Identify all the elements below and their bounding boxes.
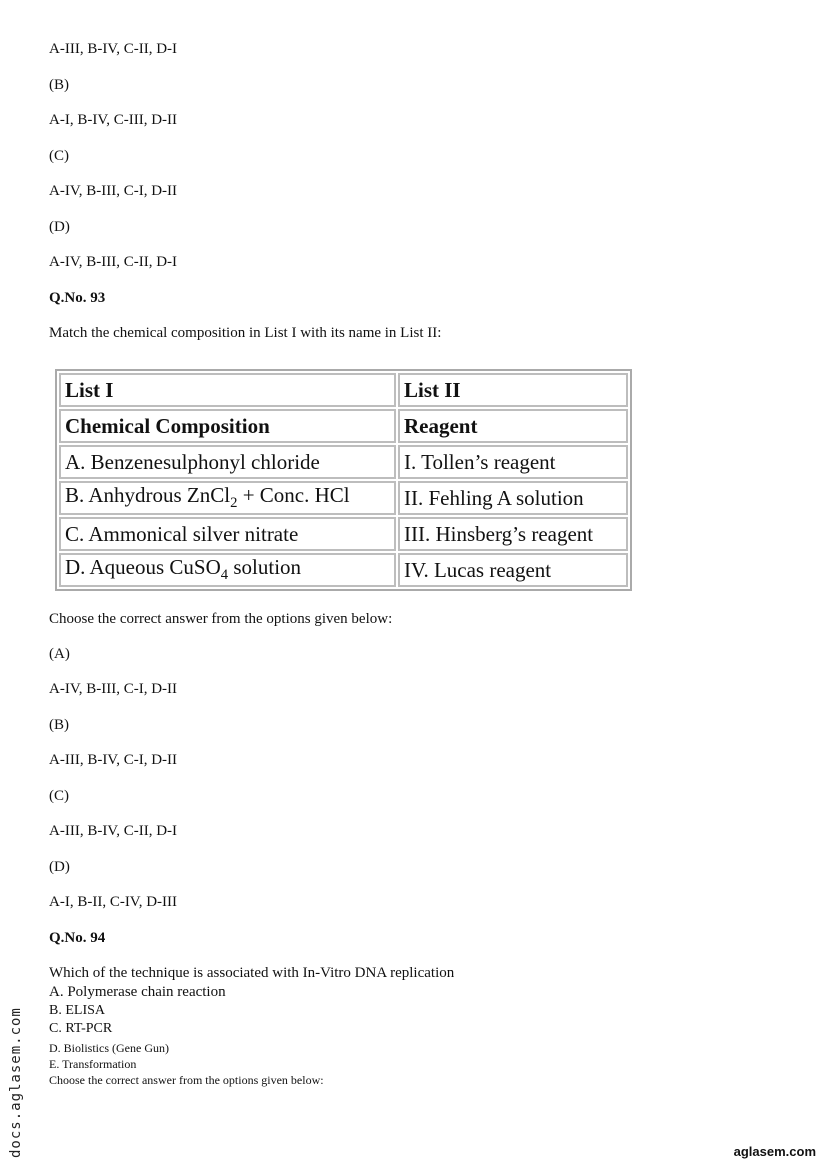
option-answer: A-III, B-IV, C-II, D-I [49,823,178,839]
prev-option-b-answer: A-I, B-IV, C-III, D-II [49,112,178,128]
list-item: D. Biolistics (Gene Gun) [49,1041,169,1055]
list-item: B. ELISA [49,1003,105,1018]
question-94-instruction: Choose the correct answer from the options given below: [49,1073,324,1087]
match-table [55,369,632,591]
table-subheader-composition: Chemical Composition [59,409,396,443]
option-answer: A-III, B-IV, C-I, D-II [49,752,178,768]
prev-option-c-label: (C) [49,148,69,164]
option-label: (B) [49,717,69,733]
table-subheader-reagent: Reagent [398,409,628,443]
side-watermark: docs.aglasem.com [8,1007,24,1158]
table-cell-chem: D. Aqueous CuSO$_4$ solution [59,553,396,587]
option-label: (D) [49,859,70,875]
question-93-text: Match the chemical composition in List I with its name in List II: [49,325,442,341]
table-cell: II. Fehling A solution [398,481,628,515]
table-row [59,553,628,587]
option-label: (C) [49,788,69,804]
table-cell-chem: B. Anhydrous ZnCl$_2$ + Conc. HCl [59,481,396,515]
table-row [59,373,628,407]
table-cell: A. Benzenesulphonyl chloride [59,445,396,479]
table-header-list-1: List I [59,373,396,407]
table-cell: IV. Lucas reagent [398,553,628,587]
table-row [59,445,628,479]
list-item: E. Transformation [49,1057,137,1071]
question-94-number: Q.No. 94 [49,930,106,946]
option-answer: A-IV, B-III, C-I, D-II [49,681,178,697]
prev-option-b-label: (B) [49,77,69,93]
prev-option-d-label: (D) [49,219,70,235]
prev-option-a-answer: A-III, B-IV, C-II, D-I [49,41,178,57]
prev-option-d-answer: A-IV, B-III, C-II, D-I [49,254,178,270]
table-cell: I. Tollen’s reagent [398,445,628,479]
table-cell: C. Ammonical silver nitrate [59,517,396,551]
question-93-instruction: Choose the correct answer from the options given below: [49,611,393,627]
table-row [59,481,628,515]
table-header-list-2: List II [398,373,628,407]
question-94-text: Which of the technique is associated with In-Vitro DNA replication [49,965,455,981]
prev-option-c-answer: A-IV, B-III, C-I, D-II [49,183,178,199]
table-row [59,517,628,551]
option-answer: A-I, B-II, C-IV, D-III [49,894,178,910]
list-item: C. RT-PCR [49,1021,113,1036]
table-row [59,409,628,443]
list-item: A. Polymerase chain reaction [49,984,226,1000]
table-cell: III. Hinsberg’s reagent [398,517,628,551]
brand-watermark: aglasem.com [733,1144,816,1159]
option-label: (A) [49,646,70,662]
question-93-number: Q.No. 93 [49,290,106,306]
